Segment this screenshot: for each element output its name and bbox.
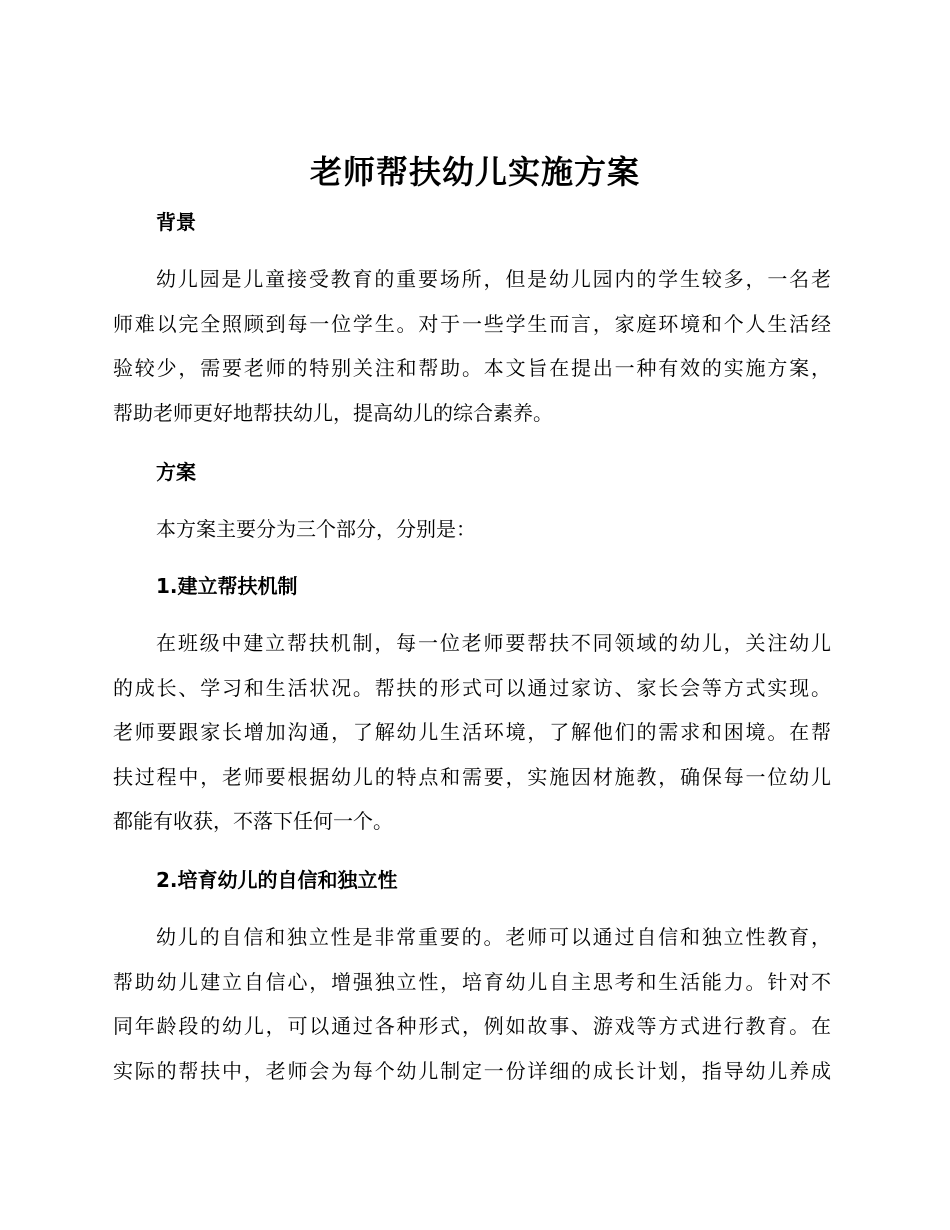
paragraph-line: 验较少，需要老师的特别关注和帮助。本文旨在提出一种有效的实施方案， — [113, 356, 831, 381]
section-heading-confidence: 2.培育幼儿的自信和独立性 — [156, 868, 398, 892]
section-body-plan — [113, 507, 831, 552]
document-title: 老师帮扶幼儿实施方案 — [309, 153, 640, 191]
section-body-mechanism — [113, 621, 831, 844]
paragraph-line: 同年龄段的幼儿，可以通过各种形式，例如故事、游戏等方式进行教育。在 — [113, 1014, 831, 1039]
paragraph-line: 老师要跟家长增加沟通，了解幼儿生活环境，了解他们的需求和困境。在帮 — [113, 720, 831, 745]
paragraph-line: 帮助老师更好地帮扶幼儿，提高幼儿的综合素养。 — [113, 400, 553, 425]
paragraph-line: 的成长、学习和生活状况。帮扶的形式可以通过家访、家长会等方式实现。 — [113, 675, 831, 700]
section-heading-background: 背景 — [156, 210, 196, 234]
paragraph-line: 帮助幼儿建立自信心，增强独立性，培育幼儿自主思考和生活能力。针对不 — [113, 969, 831, 994]
paragraph-line: 扶过程中，老师要根据幼儿的特点和需要，实施因材施教，确保每一位幼儿 — [113, 764, 831, 789]
section-body-confidence — [113, 915, 831, 1093]
paragraph-line: 师难以完全照顾到每一位学生。对于一些学生而言，家庭环境和个人生活经 — [113, 311, 831, 336]
section-body-background — [113, 257, 831, 435]
paragraph-line: 幼儿园是儿童接受教育的重要场所，但是幼儿园内的学生较多，一名老 — [156, 267, 831, 291]
paragraph-line: 都能有收获，不落下任何一个。 — [113, 809, 393, 834]
paragraph-line: 幼儿的自信和独立性是非常重要的。老师可以通过自信和独立性教育， — [156, 925, 831, 949]
paragraph-line: 在班级中建立帮扶机制，每一位老师要帮扶不同领域的幼儿，关注幼儿 — [156, 631, 831, 655]
paragraph-line: 本方案主要分为三个部分，分别是： — [156, 517, 476, 541]
section-heading-mechanism: 1.建立帮扶机制 — [156, 574, 298, 598]
paragraph-line: 实际的帮扶中，老师会为每个幼儿制定一份详细的成长计划，指导幼儿养成 — [113, 1058, 831, 1083]
section-heading-plan: 方案 — [156, 460, 196, 484]
